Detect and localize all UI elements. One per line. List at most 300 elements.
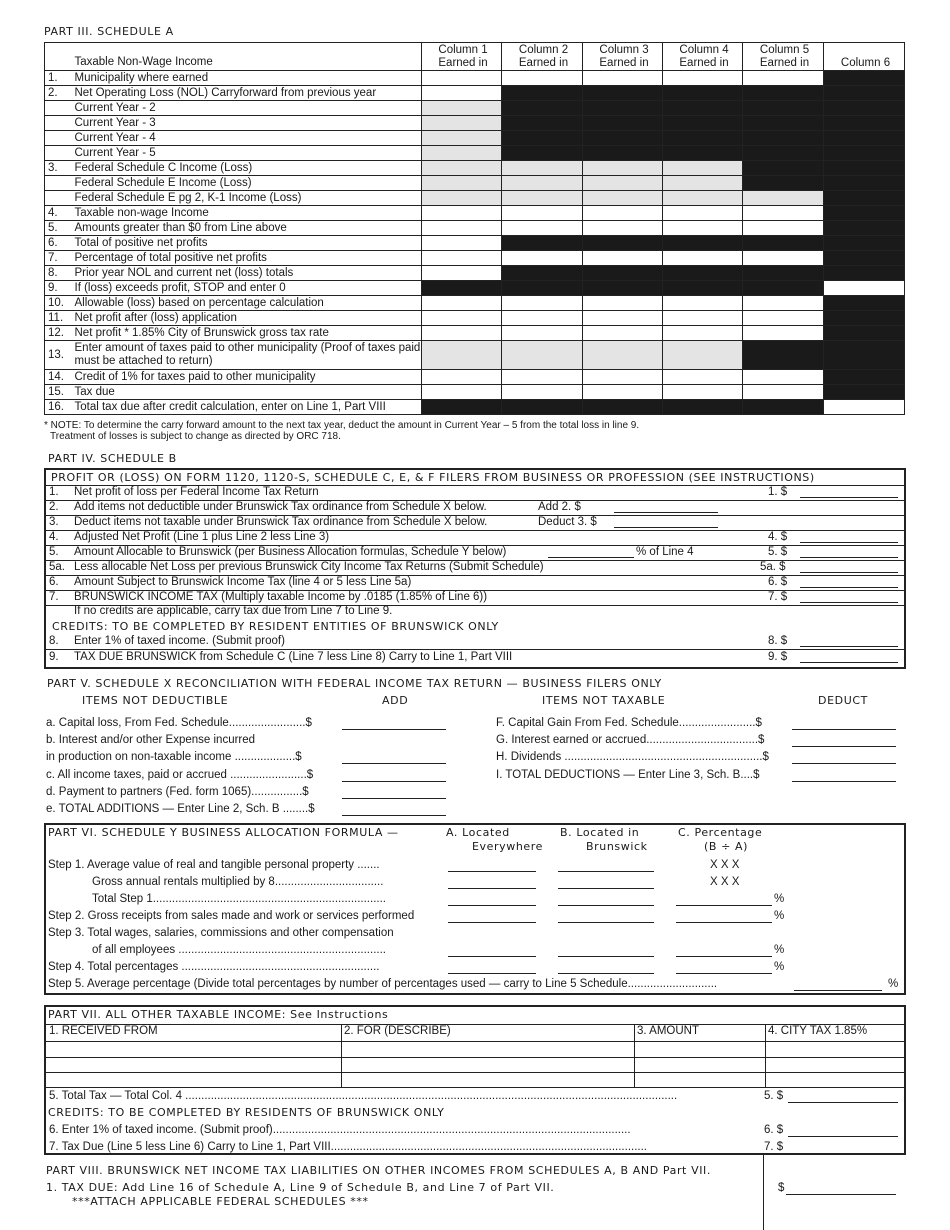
- carry-forward-note: * NOTE: To determine the carry forward amount to the next tax year, deduct the amount in Current Year – 5 from the total loss in line 9.: [44, 420, 640, 431]
- row-label: Percentage of total positive net profits: [69, 251, 422, 266]
- schedule-a-header-row: [45, 43, 905, 71]
- schedule-a-cell[interactable]: [743, 326, 824, 341]
- schedule-a-cell[interactable]: [583, 206, 663, 221]
- schedule-a-row: [45, 400, 905, 415]
- schedule-a-row: [45, 131, 905, 146]
- part-vi-title: PART VI. SCHEDULE Y BUSINESS ALLOCATION FORMULA —: [48, 826, 399, 839]
- schedule-a-cell: [743, 161, 824, 176]
- schedule-a-cell[interactable]: [502, 161, 583, 176]
- part-iv-title: PART IV. SCHEDULE B: [48, 452, 177, 465]
- row-number: 1.: [49, 486, 59, 498]
- part-viii-title: PART VIII. BRUNSWICK NET INCOME TAX LIABILITIES ON OTHER INCOMES FROM SCHEDULES A, B AND Part VII.: [46, 1164, 711, 1177]
- schedule-a-cell[interactable]: [502, 71, 583, 86]
- line-input[interactable]: [800, 576, 898, 588]
- line-9-input[interactable]: [800, 651, 898, 663]
- row-mid-label: Deduct 3. $: [538, 516, 597, 528]
- allocation-percent-input[interactable]: [548, 546, 634, 558]
- schedule-a-cell: [824, 146, 905, 161]
- tax-due-line: 7. Tax Due (Line 5 less Line 6) Carry to Line 1, Part VIII...................................................................................................: [49, 1141, 647, 1153]
- located-everywhere-input[interactable]: [448, 860, 536, 872]
- percentage-header-2: (B ÷ A): [704, 840, 749, 853]
- schedule-a-cell: [824, 161, 905, 176]
- line-5-ref: 5. $: [764, 1090, 784, 1102]
- line-ref: 1. $: [768, 486, 788, 498]
- schedule-b-box: [44, 468, 906, 669]
- schedule-y-step: Gross annual rentals multiplied by 8..................................: [92, 876, 384, 888]
- line-ref: 4. $: [768, 531, 788, 543]
- part-vii-credits-header: CREDITS: TO BE COMPLETED BY RESIDENTS OF BRUNSWICK ONLY: [48, 1106, 445, 1119]
- line-7-input[interactable]: [788, 1142, 898, 1154]
- percentage-input[interactable]: [676, 894, 772, 906]
- schedule-a-cell[interactable]: [743, 221, 824, 236]
- schedule-a-cell[interactable]: [422, 221, 502, 236]
- schedule-a-cell[interactable]: [422, 326, 502, 341]
- located-in-brunswick-header: B. Located in: [560, 826, 640, 839]
- row-number: 2.: [45, 86, 69, 101]
- schedule-x-deduct-item: I. TOTAL DEDUCTIONS — Enter Line 3, Sch. B....$: [496, 769, 760, 781]
- located-in-brunswick-input[interactable]: [558, 945, 654, 957]
- percent-sign: %: [774, 893, 785, 905]
- line-ref: 7. $: [768, 591, 788, 603]
- schedule-a-cell: [502, 236, 583, 251]
- part-vii-entry-row[interactable]: [46, 1057, 904, 1073]
- row-number: [45, 116, 69, 131]
- schedule-a-cell: [583, 86, 663, 101]
- schedule-a-cell[interactable]: [743, 251, 824, 266]
- schedule-a-cell[interactable]: [422, 131, 502, 146]
- schedule-a-row: [45, 281, 905, 296]
- schedule-a-cell: [743, 341, 824, 370]
- row-label: Amount Subject to Brunswick Income Tax (line 4 or 5 less Line 5a): [74, 576, 412, 588]
- total-tax-input[interactable]: [788, 1091, 898, 1103]
- schedule-a-cell: [743, 176, 824, 191]
- schedule-a-cell[interactable]: [422, 296, 502, 311]
- line-8-input[interactable]: [800, 635, 898, 647]
- schedule-a-cell: [824, 296, 905, 311]
- schedule-y-step: Step 4. Total percentages ..............................................................: [48, 961, 380, 973]
- schedule-a-cell: [824, 71, 905, 86]
- column-5-header: Column 5 Earned in: [743, 43, 824, 71]
- not-applicable-marker: X X X: [710, 876, 740, 888]
- located-in-brunswick-input[interactable]: [558, 962, 654, 974]
- schedule-a-cell: [663, 236, 743, 251]
- row-label: Amounts greater than $0 from Line above: [69, 221, 422, 236]
- row-number: [45, 146, 69, 161]
- schedule-b-row: [46, 575, 904, 591]
- row-number: 4.: [45, 206, 69, 221]
- schedule-a-cell: [583, 281, 663, 296]
- schedule-a-row: [45, 341, 905, 370]
- part-viii-tax-due-input[interactable]: [786, 1183, 896, 1195]
- schedule-a-cell[interactable]: [583, 341, 663, 370]
- row-label: Allowable (loss) based on percentage calculation: [69, 296, 422, 311]
- amount-header: 3. AMOUNT: [637, 1025, 699, 1037]
- schedule-a-cell[interactable]: [502, 326, 583, 341]
- schedule-x-add-item: a. Capital loss, From Fed. Schedule........................$: [46, 717, 312, 729]
- schedule-a-cell[interactable]: [743, 206, 824, 221]
- schedule-a-cell[interactable]: [583, 251, 663, 266]
- schedule-a-cell[interactable]: [743, 71, 824, 86]
- row-label: Federal Schedule E pg 2, K-1 Income (Loss): [69, 191, 422, 206]
- schedule-a-cell[interactable]: [663, 251, 743, 266]
- schedule-a-row: [45, 71, 905, 86]
- schedule-a-cell[interactable]: [663, 71, 743, 86]
- row-label: Current Year - 2: [69, 101, 422, 116]
- part-viii-divider: [763, 1155, 764, 1230]
- row-label: Current Year - 3: [69, 116, 422, 131]
- schedule-a-cell: [663, 101, 743, 116]
- schedule-a-cell[interactable]: [663, 296, 743, 311]
- row-label: Total of positive net profits: [69, 236, 422, 251]
- schedule-a-cell[interactable]: [422, 206, 502, 221]
- schedule-b-header: PROFIT OR (LOSS) ON FORM 1120, 1120-S, SCHEDULE C, E, & F FILERS FROM BUSINESS OR PROFESSION (SEE INSTRUCTIONS): [46, 470, 904, 486]
- schedule-a-cell: [663, 400, 743, 415]
- row-label: Net profit of loss per Federal Income Tax Return: [74, 486, 319, 498]
- schedule-a-cell: [824, 176, 905, 191]
- schedule-x-add-item: b. Interest and/or other Expense incurred: [46, 734, 256, 746]
- schedule-b-row: [46, 515, 904, 531]
- schedule-a-cell[interactable]: [824, 400, 905, 415]
- schedule-y-step: Step 5. Average percentage (Divide total percentages by number of percentages used — carry to Line 5 Schedule............................: [48, 978, 718, 990]
- row-number: [45, 191, 69, 206]
- schedule-a-cell[interactable]: [743, 191, 824, 206]
- schedule-b-row-8: 8. Enter 1% of taxed income. (Submit proof) 8. $: [46, 634, 904, 650]
- line-input[interactable]: [800, 486, 898, 498]
- schedule-a-cell[interactable]: [663, 206, 743, 221]
- schedule-a-row: [45, 221, 905, 236]
- schedule-a-row: [45, 116, 905, 131]
- row-number: 10.: [45, 296, 69, 311]
- schedule-a-cell[interactable]: [422, 311, 502, 326]
- schedule-a-cell[interactable]: [663, 385, 743, 400]
- schedule-a-cell: [502, 131, 583, 146]
- schedule-a-cell[interactable]: [422, 370, 502, 385]
- row-label: BRUNSWICK INCOME TAX (Multiply taxable Income by .0185 (1.85% of Line 6)): [74, 591, 488, 603]
- schedule-a-cell[interactable]: [583, 296, 663, 311]
- schedule-a-cell[interactable]: [663, 311, 743, 326]
- schedule-a-cell[interactable]: [502, 251, 583, 266]
- percentage-header: C. Percentage: [678, 826, 763, 839]
- row-label: Total tax due after credit calculation, enter on Line 1, Part VIII: [69, 400, 422, 415]
- row-number: 13.: [45, 341, 69, 370]
- tax-due-line-viii: 1. TAX DUE: Add Line 16 of Schedule A, Line 9 of Schedule B, and Line 7 of Part VII.: [46, 1181, 555, 1194]
- attach-schedules-note: ***ATTACH APPLICABLE FEDERAL SCHEDULES ***: [72, 1195, 369, 1208]
- located-everywhere-input[interactable]: [448, 877, 536, 889]
- schedule-a-cell[interactable]: [824, 281, 905, 296]
- row-number: 12.: [45, 326, 69, 341]
- schedule-a-cell: [824, 251, 905, 266]
- schedule-a-cell[interactable]: [422, 236, 502, 251]
- schedule-a-cell: [663, 116, 743, 131]
- line-input[interactable]: [800, 531, 898, 543]
- row-label: If (loss) exceeds profit, STOP and enter 0: [69, 281, 422, 296]
- percentage-input[interactable]: [676, 945, 772, 957]
- schedule-a-cell: [824, 191, 905, 206]
- part-v-title: PART V. SCHEDULE X RECONCILIATION WITH FEDERAL INCOME TAX RETURN — BUSINESS FILERS ONLY: [47, 677, 662, 690]
- for-describe-header: 2. FOR (DESCRIBE): [344, 1025, 451, 1037]
- schedule-a-cell: [824, 341, 905, 370]
- deduct-amount-input[interactable]: [792, 735, 896, 747]
- line-6-input[interactable]: [788, 1125, 898, 1137]
- total-tax-line: 5. Total Tax — Total Col. 4 ..........................................................................................................................................................: [49, 1090, 678, 1102]
- schedule-a-row: [45, 191, 905, 206]
- schedule-a-cell: [824, 236, 905, 251]
- schedule-a-cell: [502, 116, 583, 131]
- taxable-non-wage-income-header: Taxable Non-Wage Income: [69, 43, 422, 71]
- row-number: 4.: [49, 531, 59, 543]
- part-iii-title: PART III. SCHEDULE A: [44, 25, 174, 38]
- schedule-y-box: [44, 823, 906, 995]
- line-ref: 5a. $: [760, 561, 786, 573]
- part-vii-entry-row[interactable]: [46, 1042, 904, 1058]
- row-number: [45, 101, 69, 116]
- row-number: 11.: [45, 311, 69, 326]
- located-in-brunswick-input[interactable]: [558, 860, 654, 872]
- schedule-a-cell[interactable]: [422, 101, 502, 116]
- row-label: Federal Schedule E Income (Loss): [69, 176, 422, 191]
- schedule-a-cell[interactable]: [422, 161, 502, 176]
- line-ref: 5. $: [768, 546, 788, 558]
- located-in-brunswick-input[interactable]: [558, 877, 654, 889]
- schedule-a-cell[interactable]: [743, 311, 824, 326]
- schedule-x-deduct-item: F. Capital Gain From Fed. Schedule........................$: [496, 717, 762, 729]
- schedule-a-row: [45, 296, 905, 311]
- schedule-a-cell[interactable]: [422, 385, 502, 400]
- schedule-a-cell: [824, 266, 905, 281]
- schedule-a-row: [45, 370, 905, 385]
- schedule-a-cell: [824, 385, 905, 400]
- add-amount-input[interactable]: [342, 804, 446, 816]
- schedule-a-cell[interactable]: [583, 191, 663, 206]
- schedule-a-cell: [583, 236, 663, 251]
- schedule-y-step: Total Step 1.........................................................................: [92, 893, 386, 905]
- percentage-input[interactable]: [676, 962, 772, 974]
- schedule-a-cell[interactable]: [583, 161, 663, 176]
- schedule-a-cell[interactable]: [583, 71, 663, 86]
- row-number: 1.: [45, 71, 69, 86]
- schedule-a-cell[interactable]: [422, 71, 502, 86]
- schedule-a-cell[interactable]: [583, 176, 663, 191]
- city-tax-header: 4. CITY TAX 1.85%: [768, 1025, 868, 1037]
- schedule-b-row: [46, 545, 904, 561]
- schedule-a-cell: [502, 101, 583, 116]
- located-everywhere-header: A. Located: [446, 826, 510, 839]
- column-6-header: Column 6: [824, 43, 905, 71]
- row-number: 5.: [49, 546, 59, 558]
- line-input[interactable]: [800, 561, 898, 573]
- schedule-a-cell[interactable]: [583, 370, 663, 385]
- schedule-a-cell: [743, 281, 824, 296]
- items-not-deductible-header: ITEMS NOT DEDUCTIBLE: [82, 694, 229, 707]
- row-mid-label: % of Line 4: [636, 546, 694, 558]
- row-number: 6.: [49, 576, 59, 588]
- schedule-a-row: [45, 326, 905, 341]
- schedule-a-cell[interactable]: [663, 221, 743, 236]
- schedule-a-cell: [502, 146, 583, 161]
- schedule-a-cell[interactable]: [502, 206, 583, 221]
- percent-sign: %: [774, 944, 785, 956]
- schedule-b-row-9: 9. TAX DUE BRUNSWICK from Schedule C (Line 7 less Line 8) Carry to Line 1, Part VIII 9. $: [46, 650, 904, 665]
- schedule-a-cell[interactable]: [663, 161, 743, 176]
- schedule-a-cell[interactable]: [422, 341, 502, 370]
- line-input[interactable]: [614, 501, 718, 513]
- enter-1pct-line: 6. Enter 1% of taxed income. (Submit proof)................................................................................................................: [49, 1124, 631, 1136]
- row-label: Less allocable Net Loss per previous Brunswick City Income Tax Returns (Submit Schedule): [74, 561, 544, 573]
- schedule-y-step: Step 2. Gross receipts from sales made and work or services performed: [48, 910, 415, 922]
- schedule-a-cell[interactable]: [663, 191, 743, 206]
- line-ref: 6. $: [768, 576, 788, 588]
- schedule-a-cell: [743, 146, 824, 161]
- schedule-a-cell[interactable]: [502, 385, 583, 400]
- schedule-a-cell: [663, 146, 743, 161]
- row-mid-label: Add 2. $: [538, 501, 581, 513]
- row-label: Deduct items not taxable under Brunswick Tax ordinance from Schedule X below.: [74, 516, 488, 528]
- schedule-a-cell: [824, 311, 905, 326]
- schedule-a-cell: [583, 400, 663, 415]
- row-label: Amount Allocable to Brunswick (per Business Allocation formulas, Schedule Y below): [74, 546, 507, 558]
- schedule-a-cell[interactable]: [502, 311, 583, 326]
- schedule-a-row: [45, 146, 905, 161]
- schedule-a-cell[interactable]: [422, 191, 502, 206]
- line-7-ref: 7. $: [764, 1141, 784, 1153]
- located-everywhere-input[interactable]: [448, 894, 536, 906]
- located-everywhere-input[interactable]: [448, 945, 536, 957]
- losses-treatment-note: Treatment of losses is subject to change as directed by ORC 718.: [50, 431, 341, 442]
- carry-note: If no credits are applicable, carry tax due from Line 7 to Line 9.: [74, 605, 393, 617]
- row-number: 9.: [45, 281, 69, 296]
- schedule-b-credits-header: CREDITS: TO BE COMPLETED BY RESIDENT ENTITIES OF BRUNSWICK ONLY: [52, 620, 499, 633]
- percent-sign: %: [774, 910, 785, 922]
- schedule-a-cell[interactable]: [743, 296, 824, 311]
- part-viii-dollar: $: [778, 1182, 785, 1194]
- deduct-amount-input[interactable]: [792, 718, 896, 730]
- schedule-a-cell: [824, 370, 905, 385]
- percent-sign: %: [774, 961, 785, 973]
- schedule-b-row: [46, 560, 904, 576]
- percent-sign: %: [888, 978, 899, 990]
- schedule-x-deduct-item: H. Dividends ..............................................................$: [496, 751, 769, 763]
- schedule-a-cell: [422, 400, 502, 415]
- line-input[interactable]: [614, 516, 718, 528]
- row-label: Net Operating Loss (NOL) Carryforward from previous year: [69, 86, 422, 101]
- row-label: Tax due: [69, 385, 422, 400]
- schedule-a-cell[interactable]: [583, 385, 663, 400]
- schedule-y-step: of all employees .................................................................: [92, 944, 386, 956]
- schedule-a-cell: [824, 101, 905, 116]
- line-input[interactable]: [800, 591, 898, 603]
- line-6-ref: 6. $: [764, 1124, 784, 1136]
- row-label: Prior year NOL and current net (loss) totals: [69, 266, 422, 281]
- located-in-brunswick-input[interactable]: [558, 894, 654, 906]
- schedule-a-row: [45, 206, 905, 221]
- schedule-a-cell[interactable]: [502, 370, 583, 385]
- schedule-b-carry-note-row: [46, 604, 904, 619]
- row-number: 16.: [45, 400, 69, 415]
- schedule-a-cell: [824, 86, 905, 101]
- schedule-a-cell: [663, 131, 743, 146]
- located-everywhere-input[interactable]: [448, 962, 536, 974]
- average-percentage-input[interactable]: [794, 979, 882, 991]
- row-label: Net profit * 1.85% City of Brunswick gross tax rate: [69, 326, 422, 341]
- items-not-taxable-header: ITEMS NOT TAXABLE: [542, 694, 666, 707]
- located-everywhere-input[interactable]: [448, 911, 536, 923]
- schedule-a-cell[interactable]: [583, 221, 663, 236]
- schedule-a-cell: [583, 146, 663, 161]
- add-amount-input[interactable]: [342, 787, 446, 799]
- column-1-header: Column 1 Earned in: [422, 43, 502, 71]
- row-label: Municipality where earned: [69, 71, 422, 86]
- percentage-input[interactable]: [676, 911, 772, 923]
- schedule-a-cell: [824, 206, 905, 221]
- located-in-brunswick-input[interactable]: [558, 911, 654, 923]
- schedule-a-cell: [743, 400, 824, 415]
- row-label: Enter amount of taxes paid to other municipality (Proof of taxes paid must be attached to return): [69, 341, 422, 370]
- schedule-a-cell[interactable]: [743, 370, 824, 385]
- schedule-a-cell[interactable]: [663, 176, 743, 191]
- schedule-a-cell[interactable]: [422, 251, 502, 266]
- row-number: [45, 131, 69, 146]
- schedule-a-cell: [743, 236, 824, 251]
- schedule-a-cell[interactable]: [663, 370, 743, 385]
- schedule-a-cell[interactable]: [422, 86, 502, 101]
- row-label: Credit of 1% for taxes paid to other municipality: [69, 370, 422, 385]
- schedule-a-cell: [824, 131, 905, 146]
- schedule-a-cell[interactable]: [422, 116, 502, 131]
- schedule-b-row: [46, 500, 904, 516]
- row-label: Federal Schedule C Income (Loss): [69, 161, 422, 176]
- schedule-a-cell: [743, 101, 824, 116]
- line-input[interactable]: [800, 546, 898, 558]
- schedule-a-cell[interactable]: [422, 176, 502, 191]
- row-label: Taxable non-wage Income: [69, 206, 422, 221]
- add-amount-input[interactable]: [342, 752, 446, 764]
- schedule-a-cell[interactable]: [583, 311, 663, 326]
- schedule-a-cell: [583, 266, 663, 281]
- deduct-amount-input[interactable]: [792, 752, 896, 764]
- schedule-a-cell[interactable]: [663, 341, 743, 370]
- deduct-amount-input[interactable]: [792, 770, 896, 782]
- schedule-a-cell: [583, 131, 663, 146]
- schedule-a-cell[interactable]: [743, 385, 824, 400]
- schedule-a-cell: [743, 131, 824, 146]
- column-4-header: Column 4 Earned in: [663, 43, 743, 71]
- add-amount-input[interactable]: [342, 718, 446, 730]
- row-number: 14.: [45, 370, 69, 385]
- schedule-a-row: [45, 161, 905, 176]
- schedule-a-cell: [663, 86, 743, 101]
- not-applicable-marker: X X X: [710, 859, 740, 871]
- schedule-a-cell: [502, 400, 583, 415]
- schedule-a-cell: [502, 86, 583, 101]
- schedule-a-cell[interactable]: [663, 326, 743, 341]
- schedule-a-cell[interactable]: [502, 191, 583, 206]
- schedule-a-cell: [663, 281, 743, 296]
- schedule-a-cell[interactable]: [502, 176, 583, 191]
- schedule-a-cell: [824, 326, 905, 341]
- schedule-a-cell[interactable]: [422, 266, 502, 281]
- part-vii-title: PART VII. ALL OTHER TAXABLE INCOME: See Instructions: [48, 1008, 389, 1021]
- part-vii-entry-row[interactable]: [46, 1072, 904, 1088]
- schedule-a-cell[interactable]: [502, 221, 583, 236]
- schedule-a-cell[interactable]: [583, 326, 663, 341]
- schedule-a-cell[interactable]: [502, 296, 583, 311]
- schedule-a-cell[interactable]: [502, 341, 583, 370]
- part-vii-header-line: [46, 1026, 904, 1042]
- schedule-a-cell[interactable]: [422, 146, 502, 161]
- add-amount-input[interactable]: [342, 770, 446, 782]
- row-number: 3.: [45, 161, 69, 176]
- schedule-a-row: [45, 101, 905, 116]
